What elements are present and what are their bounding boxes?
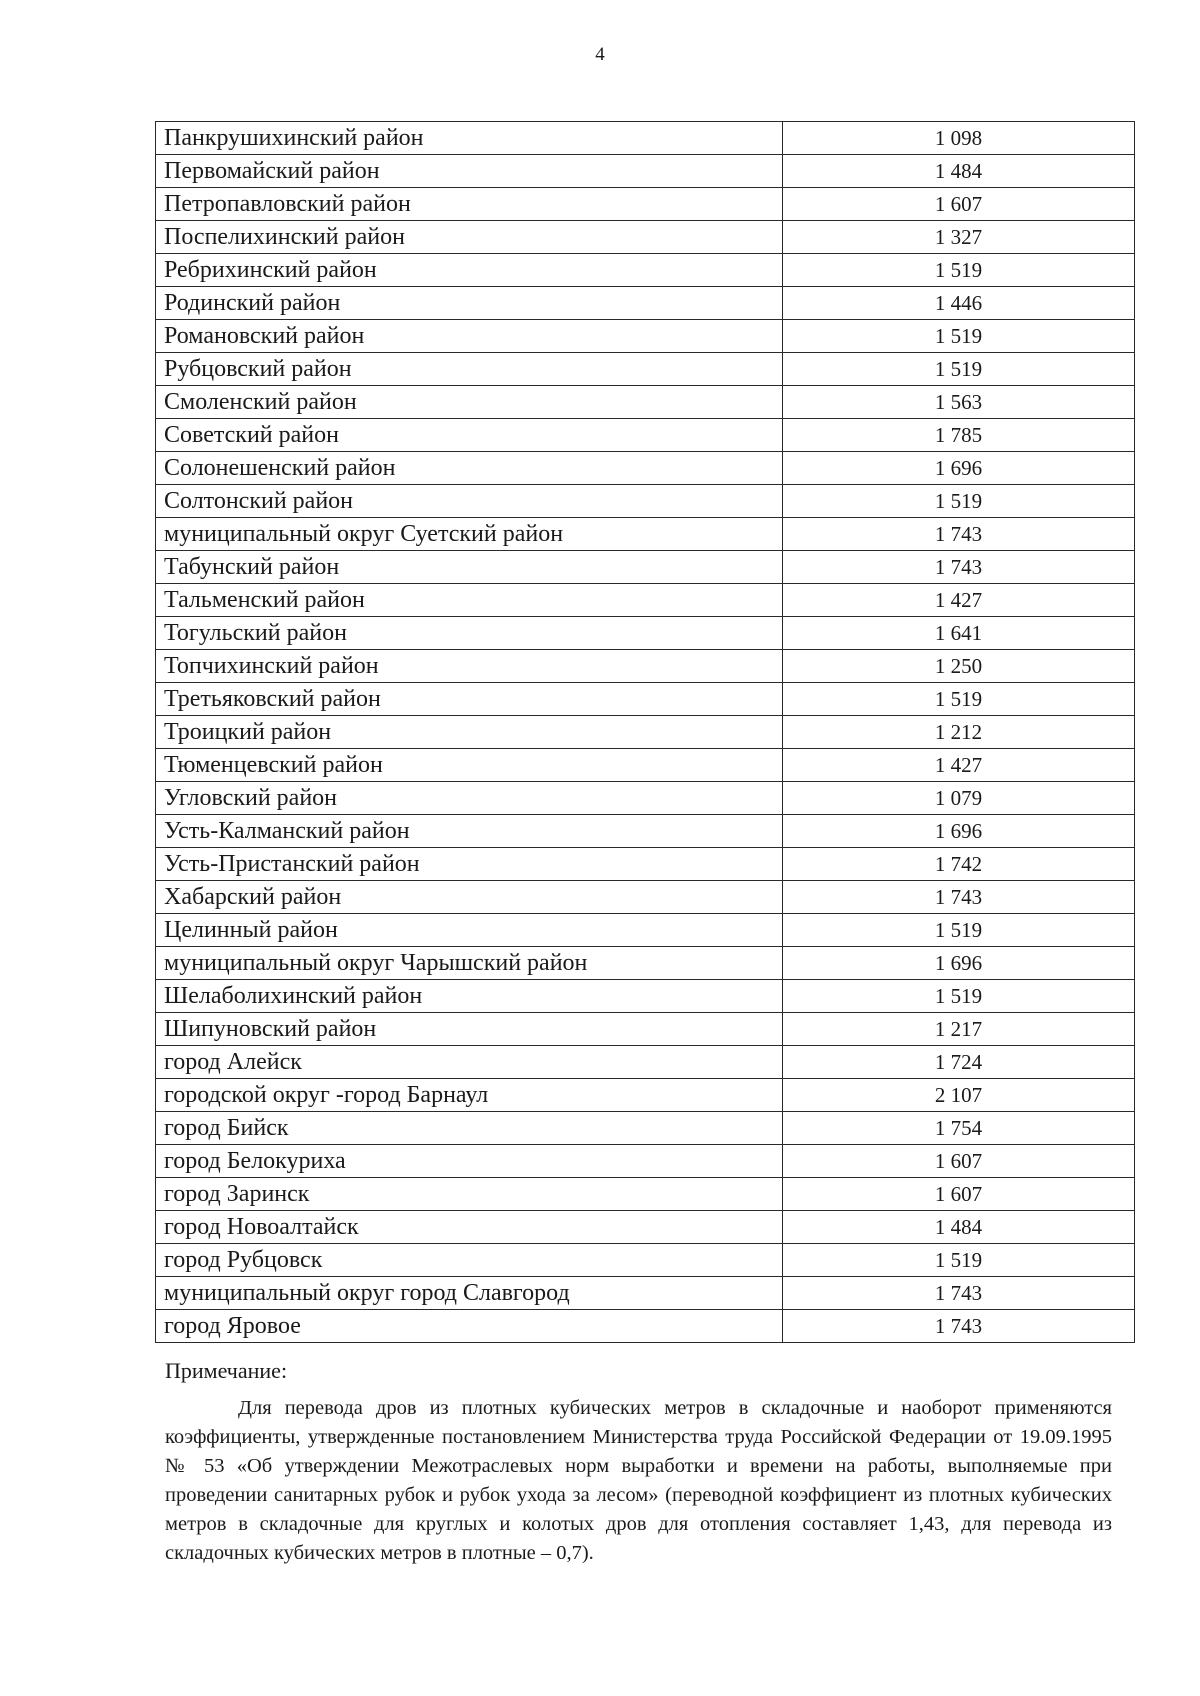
row-value-cell: 1 484 — [783, 1211, 1135, 1244]
row-name-cell: Советский район — [156, 419, 783, 452]
row-value-cell: 2 107 — [783, 1079, 1135, 1112]
row-name-cell: муниципальный округ Чарышский район — [156, 947, 783, 980]
row-name-cell: Смоленский район — [156, 386, 783, 419]
row-value-cell: 1 754 — [783, 1112, 1135, 1145]
table-row — [156, 848, 1135, 881]
row-name-cell: Панкрушихинский район — [156, 122, 783, 155]
table-row — [156, 881, 1135, 914]
table-row — [156, 452, 1135, 485]
table-row — [156, 518, 1135, 551]
row-name-cell: Топчихинский район — [156, 650, 783, 683]
row-value-cell: 1 743 — [783, 1277, 1135, 1310]
row-value-cell: 1 427 — [783, 749, 1135, 782]
row-name-cell: муниципальный округ Суетский район — [156, 518, 783, 551]
table-row — [156, 419, 1135, 452]
note-text: Для перевода дров из плотных кубических метров в складочные и наоборот применяются коэффициенты, утвержденные постановлением Министерства труда Российской Федерации от 19.09.1995 № 53 «Об утверждении Межотраслевых норм выработки и времени на работы, выполняемые при проведении санитарных рубок и рубок ухода за лесом» (переводной коэффициент из плотных кубических метров в складочные для круглых и колотых дров для отопления составляет 1,43, для перевода из складочных кубических метров в плотные – 0,7). — [165, 1397, 1112, 1564]
row-name-cell: Усть-Пристанский район — [156, 848, 783, 881]
row-value-cell: 1 742 — [783, 848, 1135, 881]
row-name-cell: Целинный район — [156, 914, 783, 947]
row-value-cell: 1 724 — [783, 1046, 1135, 1079]
row-name-cell: Тюменцевский район — [156, 749, 783, 782]
row-name-cell: Ребрихинский район — [156, 254, 783, 287]
table-row — [156, 221, 1135, 254]
row-value-cell: 1 250 — [783, 650, 1135, 683]
row-name-cell: Шипуновский район — [156, 1013, 783, 1046]
row-name-cell: Петропавловский район — [156, 188, 783, 221]
table-row — [156, 815, 1135, 848]
row-value-cell: 1 641 — [783, 617, 1135, 650]
row-name-cell: город Яровое — [156, 1310, 783, 1343]
row-name-cell: город Новоалтайск — [156, 1211, 783, 1244]
row-value-cell: 1 696 — [783, 815, 1135, 848]
table-row — [156, 617, 1135, 650]
row-name-cell: Романовский район — [156, 320, 783, 353]
table-row — [156, 1013, 1135, 1046]
table-row — [156, 782, 1135, 815]
data-table — [155, 121, 1135, 1343]
row-value-cell: 1 212 — [783, 716, 1135, 749]
page-number: 4 — [595, 44, 605, 65]
row-value-cell: 1 079 — [783, 782, 1135, 815]
row-name-cell: Солтонский район — [156, 485, 783, 518]
table-row — [156, 386, 1135, 419]
row-value-cell: 1 696 — [783, 452, 1135, 485]
table-row — [156, 1211, 1135, 1244]
table-row — [156, 1046, 1135, 1079]
table-row — [156, 254, 1135, 287]
table-row — [156, 1277, 1135, 1310]
row-value-cell: 1 519 — [783, 254, 1135, 287]
row-value-cell: 1 519 — [783, 353, 1135, 386]
row-value-cell: 1 607 — [783, 1178, 1135, 1211]
row-name-cell: Троицкий район — [156, 716, 783, 749]
row-name-cell: город Рубцовск — [156, 1244, 783, 1277]
table-row — [156, 122, 1135, 155]
table-row — [156, 650, 1135, 683]
table-row — [156, 914, 1135, 947]
row-value-cell: 1 484 — [783, 155, 1135, 188]
row-value-cell: 1 607 — [783, 1145, 1135, 1178]
row-value-cell: 1 785 — [783, 419, 1135, 452]
table-row — [156, 1145, 1135, 1178]
row-name-cell: Первомайский район — [156, 155, 783, 188]
row-name-cell: Табунский район — [156, 551, 783, 584]
table-row — [156, 1310, 1135, 1343]
row-value-cell: 1 519 — [783, 485, 1135, 518]
table-body — [156, 122, 1135, 1343]
row-value-cell: 1 743 — [783, 518, 1135, 551]
row-name-cell: Тогульский район — [156, 617, 783, 650]
table-row — [156, 188, 1135, 221]
row-name-cell: Рубцовский район — [156, 353, 783, 386]
row-value-cell: 1 446 — [783, 287, 1135, 320]
table-row — [156, 749, 1135, 782]
table-row — [156, 716, 1135, 749]
table-row — [156, 584, 1135, 617]
row-name-cell: Хабарский район — [156, 881, 783, 914]
row-value-cell: 1 743 — [783, 881, 1135, 914]
row-value-cell: 1 607 — [783, 188, 1135, 221]
table-row — [156, 155, 1135, 188]
note-label: Примечание: — [165, 1358, 288, 1383]
table-row — [156, 980, 1135, 1013]
row-name-cell: Тальменский район — [156, 584, 783, 617]
row-name-cell: город Заринск — [156, 1178, 783, 1211]
table-row — [156, 353, 1135, 386]
table-row — [156, 1079, 1135, 1112]
row-name-cell: Поспелихинский район — [156, 221, 783, 254]
table-row — [156, 1178, 1135, 1211]
row-value-cell: 1 519 — [783, 914, 1135, 947]
row-name-cell: Шелаболихинский район — [156, 980, 783, 1013]
row-value-cell: 1 519 — [783, 683, 1135, 716]
row-name-cell: Угловский район — [156, 782, 783, 815]
row-value-cell: 1 427 — [783, 584, 1135, 617]
row-name-cell: город Алейск — [156, 1046, 783, 1079]
table-row — [156, 947, 1135, 980]
row-name-cell: Солонешенский район — [156, 452, 783, 485]
row-name-cell: Усть-Калманский район — [156, 815, 783, 848]
table-row — [156, 287, 1135, 320]
row-name-cell: городской округ -город Барнаул — [156, 1079, 783, 1112]
row-value-cell: 1 519 — [783, 1244, 1135, 1277]
row-value-cell: 1 519 — [783, 320, 1135, 353]
row-name-cell: Третьяковский район — [156, 683, 783, 716]
table-row — [156, 485, 1135, 518]
row-value-cell: 1 098 — [783, 122, 1135, 155]
row-value-cell: 1 519 — [783, 980, 1135, 1013]
row-name-cell: муниципальный округ город Славгород — [156, 1277, 783, 1310]
row-name-cell: город Бийск — [156, 1112, 783, 1145]
row-value-cell: 1 743 — [783, 551, 1135, 584]
table-row — [156, 1112, 1135, 1145]
row-value-cell: 1 327 — [783, 221, 1135, 254]
row-name-cell: город Белокуриха — [156, 1145, 783, 1178]
row-value-cell: 1 563 — [783, 386, 1135, 419]
table-row — [156, 551, 1135, 584]
row-value-cell: 1 217 — [783, 1013, 1135, 1046]
table-row — [156, 683, 1135, 716]
row-value-cell: 1 696 — [783, 947, 1135, 980]
table-row — [156, 1244, 1135, 1277]
table-row — [156, 320, 1135, 353]
row-name-cell: Родинский район — [156, 287, 783, 320]
row-value-cell: 1 743 — [783, 1310, 1135, 1343]
